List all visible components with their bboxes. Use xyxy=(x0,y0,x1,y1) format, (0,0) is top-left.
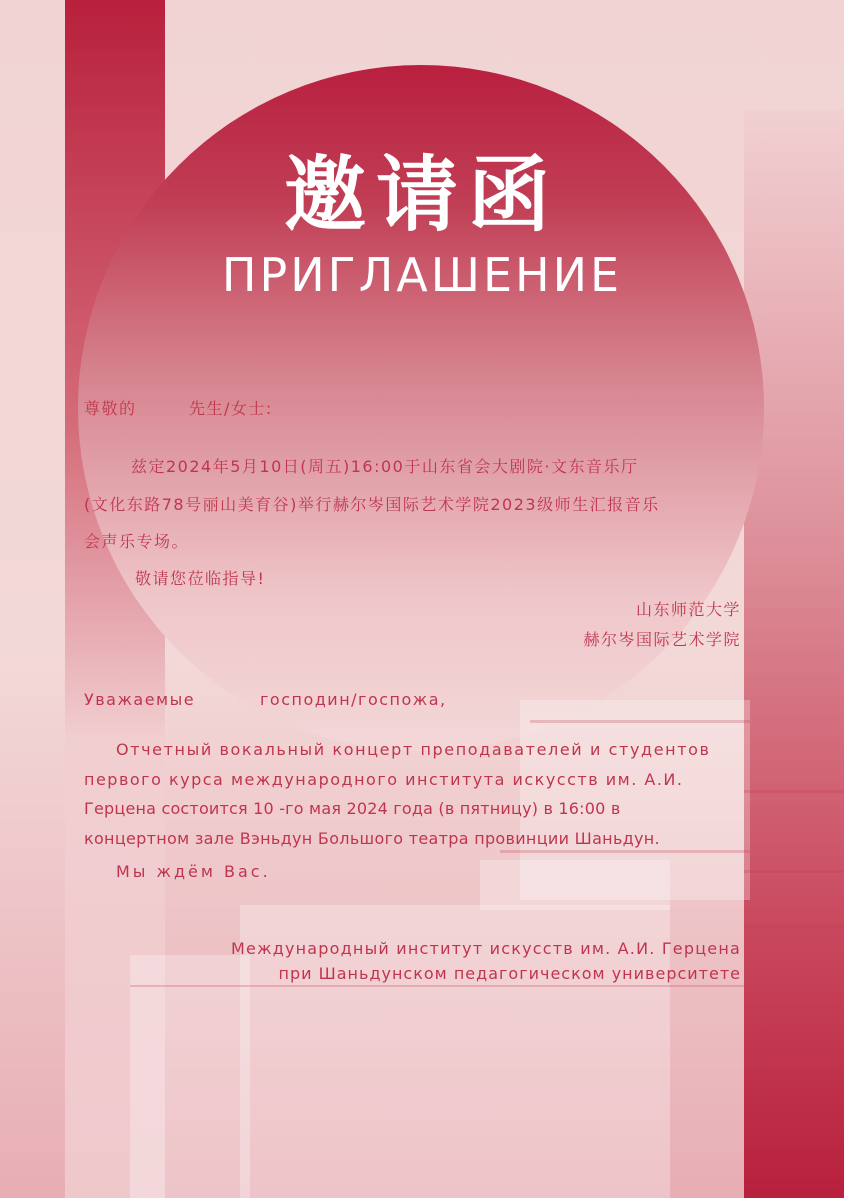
zh-signature-institute: 赫尔岑国际艺术学院 xyxy=(583,630,741,649)
title-russian: ПРИГЛАШЕНИЕ xyxy=(221,248,623,302)
zh-closing: 敬请您莅临指导! xyxy=(135,569,266,588)
zh-body-line: 会声乐专场。 xyxy=(84,532,190,551)
zh-signature-university: 山东师范大学 xyxy=(635,600,741,619)
zh-greeting-prefix: 尊敬的 xyxy=(84,399,137,418)
title-chinese: 邀请函 xyxy=(283,148,560,243)
ru-greeting-prefix: Уважаемые xyxy=(84,690,196,709)
zh-body-line: 兹定2024年5月10日(周五)16:00于山东省会大剧院·文东音乐厅 xyxy=(131,457,639,476)
ru-signature-institute: Международный институт искусств им. А.И. Герцена xyxy=(231,939,741,958)
ru-body-line: первого курса международного института искусств им. А.И. xyxy=(84,770,684,789)
ru-greeting-suffix: господин/госпожа, xyxy=(260,690,447,709)
zh-body-line: (文化东路78号丽山美育谷)举行赫尔岑国际艺术学院2023级师生汇报音乐 xyxy=(84,495,660,514)
zh-greeting-suffix: 先生/女士: xyxy=(189,399,273,418)
ru-body-line: концертном зале Вэньдун Большого театра провинции Шаньдун. xyxy=(84,829,660,848)
ru-signature-university: при Шаньдунском педагогическом университете xyxy=(278,964,741,983)
ru-closing: Мы ждём Вас. xyxy=(116,862,271,881)
ru-body-line: Отчетный вокальный концерт преподавателей и студентов xyxy=(116,740,711,759)
ru-body-line: Герцена состоится 10 -го мая 2024 года (в пятницу) в 16:00 в xyxy=(84,799,621,818)
